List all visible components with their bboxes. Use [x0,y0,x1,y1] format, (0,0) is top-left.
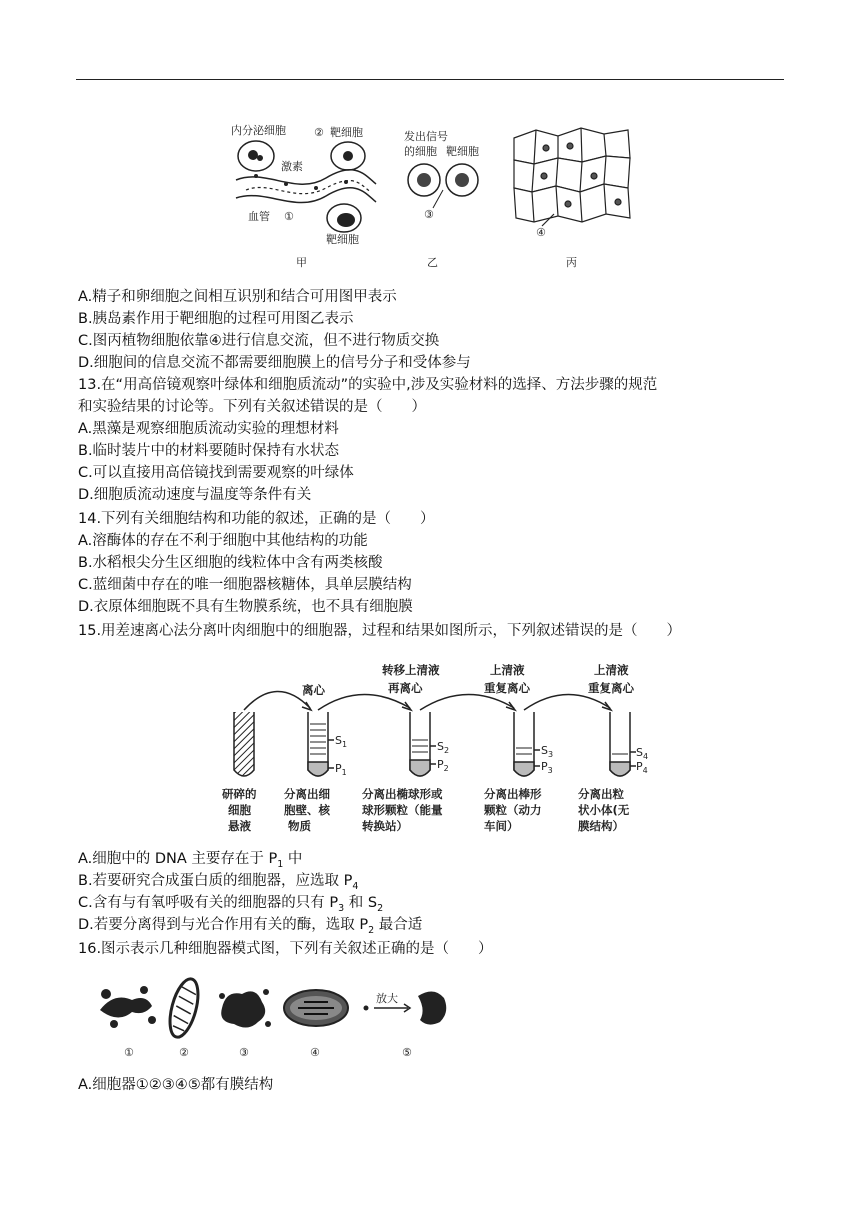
label-n3: ③ [239,1046,249,1059]
cap3-l2: 颗粒（动力 [484,803,542,817]
label-num3: ③ [424,208,434,221]
q13-option-c: C.可以直接用高倍镜找到需要观察的叶绿体 [78,465,354,481]
organelle-4 [284,990,348,1026]
q12-option-c: C.图丙植物细胞依靠④进行信息交流，但不进行物质交换 [78,333,440,349]
cap4-l1: 分离出粒 [578,787,624,801]
tube-1 [308,712,334,776]
q14-option-d: D.衣原体细胞既不具有生物膜系统，也不具有细胞膜 [78,599,413,615]
organelle-2 [165,976,204,1040]
label-n1: ① [124,1046,134,1059]
header-rule [76,79,784,80]
label-endocrine-cell: 内分泌细胞 [231,124,286,137]
label-vessel: 血管 [248,210,270,223]
q12-option-a: A.精子和卵细胞之间相互识别和结合可用图甲表示 [78,289,397,305]
arrow-label-1: 离心 [302,683,325,697]
q16-option-a: A.细胞器①②③④⑤都有膜结构 [78,1077,274,1093]
q15-option-b: B.若要研究合成蛋白质的细胞器，应选取 $P_4$ [78,873,359,892]
panel-bing [512,126,632,236]
cap0-l1: 研碎的 [222,787,257,801]
tube-0 [234,712,254,776]
label-signal-1: 发出信号 [404,130,448,143]
label-enlarge: 放大 [376,992,398,1005]
label-num2: ② [314,126,324,139]
cap4-l3: 膜结构） [578,819,624,833]
caption-bing: 丙 [566,256,577,269]
q14-option-b: B.水稻根尖分生区细胞的线粒体中含有两类核酸 [78,555,383,571]
cap0-l2: 细胞 [228,803,251,817]
q13-stem-line2: 和实验结果的讨论等。下列有关叙述错误的是（ ） [78,399,426,415]
q14-option-a: A.溶酶体的存在不利于细胞中其他结构的功能 [78,533,368,549]
q12-option-b: B.胰岛素作用于靶细胞的过程可用图乙表示 [78,311,354,327]
organelle-3 [219,989,271,1028]
figure-organelles [92,972,462,1064]
label-num4: ④ [536,226,546,239]
label-s4: $S_4$ [636,746,649,761]
label-n5: ⑤ [402,1046,412,1059]
organelle-1 [100,986,156,1028]
label-n4: ④ [310,1046,320,1059]
arrow-label-2a: 转移上清液 [382,663,440,677]
arrow-label-3a: 上清液 [490,663,525,677]
label-target-top: 靶细胞 [330,126,363,139]
label-s3: $S_3$ [541,744,554,759]
caption-yi: 乙 [427,256,438,269]
arrow-label-4b: 重复离心 [588,681,634,695]
q12-option-d: D.细胞间的信息交流不都需要细胞膜上的信号分子和受体参与 [78,355,471,371]
cap1-l3: 物质 [288,819,311,833]
panel-jia [231,123,376,269]
cap2-l3: 转换站） [362,819,408,833]
label-p3: $P_3$ [541,760,553,775]
label-s1: $S_1$ [335,734,348,749]
q15-option-c: C.含有与有氧呼吸有关的细胞器的只有 $P_3$ 和 $S_2$ [78,895,384,914]
cap2-l2: 球形颗粒（能量 [362,803,443,817]
figure-cell-communication [226,118,650,278]
cap0-l3: 悬液 [228,819,251,833]
q16-stem: 16.图示表示几种细胞器模式图，下列有关叙述正确的是（ ） [78,941,493,957]
label-p2: $P_2$ [437,758,449,773]
q14-stem: 14.下列有关细胞结构和功能的叙述，正确的是（ ） [78,511,435,527]
panel-yi [404,129,479,269]
figure-centrifugation [222,654,652,844]
arrow-label-4a: 上清液 [594,663,629,677]
label-s2: $S_2$ [437,740,450,755]
q13-option-d: D.细胞质流动速度与温度等条件有关 [78,487,312,503]
q13-stem-line1: 13.在“用高倍镜观察叶绿体和细胞质流动”的实验中,涉及实验材料的选择、方法步骤的规范 [78,377,658,393]
tube-3 [514,712,540,776]
cap4-l2: 状小体(无 [578,803,630,817]
label-yi-target: 靶细胞 [446,145,479,158]
tube-4 [610,712,636,776]
q15-stem: 15.用差速离心法分离叶肉细胞中的细胞器，过程和结果如图所示，下列叙述错误的是（ ） [78,623,682,639]
organelle-5 [364,991,447,1025]
q13-option-a: A.黑藻是观察细胞质流动实验的理想材料 [78,421,339,437]
arrow-label-2b: 再离心 [388,681,423,695]
label-target-bottom: 靶细胞 [326,233,359,246]
tube-2 [410,712,436,776]
label-hormone: 激素 [281,160,303,173]
label-p1: $P_1$ [335,762,347,777]
cap2-l1: 分离出椭球形或 [362,787,443,801]
label-num1: ① [284,210,294,223]
label-signal-2: 的细胞 [404,145,437,158]
q14-option-c: C.蓝细菌中存在的唯一细胞器核糖体，具单层膜结构 [78,577,412,593]
cap3-l1: 分离出棒形 [484,787,542,801]
q13-option-b: B.临时装片中的材料要随时保持有水状态 [78,443,340,459]
cap3-l3: 车间） [484,819,519,833]
label-n2: ② [179,1046,189,1059]
cap1-l1: 分离出细 [284,787,330,801]
label-p4: $P_4$ [636,760,648,775]
q15-option-a: A.细胞中的 DNA 主要存在于 $P_1$ 中 [78,851,303,870]
q15-option-d: D.若要分离得到与光合作用有关的酶，选取 $P_2$ 最合适 [78,917,423,936]
arrow-label-3b: 重复离心 [484,681,530,695]
cap1-l2: 胞壁、核 [284,803,330,817]
caption-jia: 甲 [296,256,307,269]
